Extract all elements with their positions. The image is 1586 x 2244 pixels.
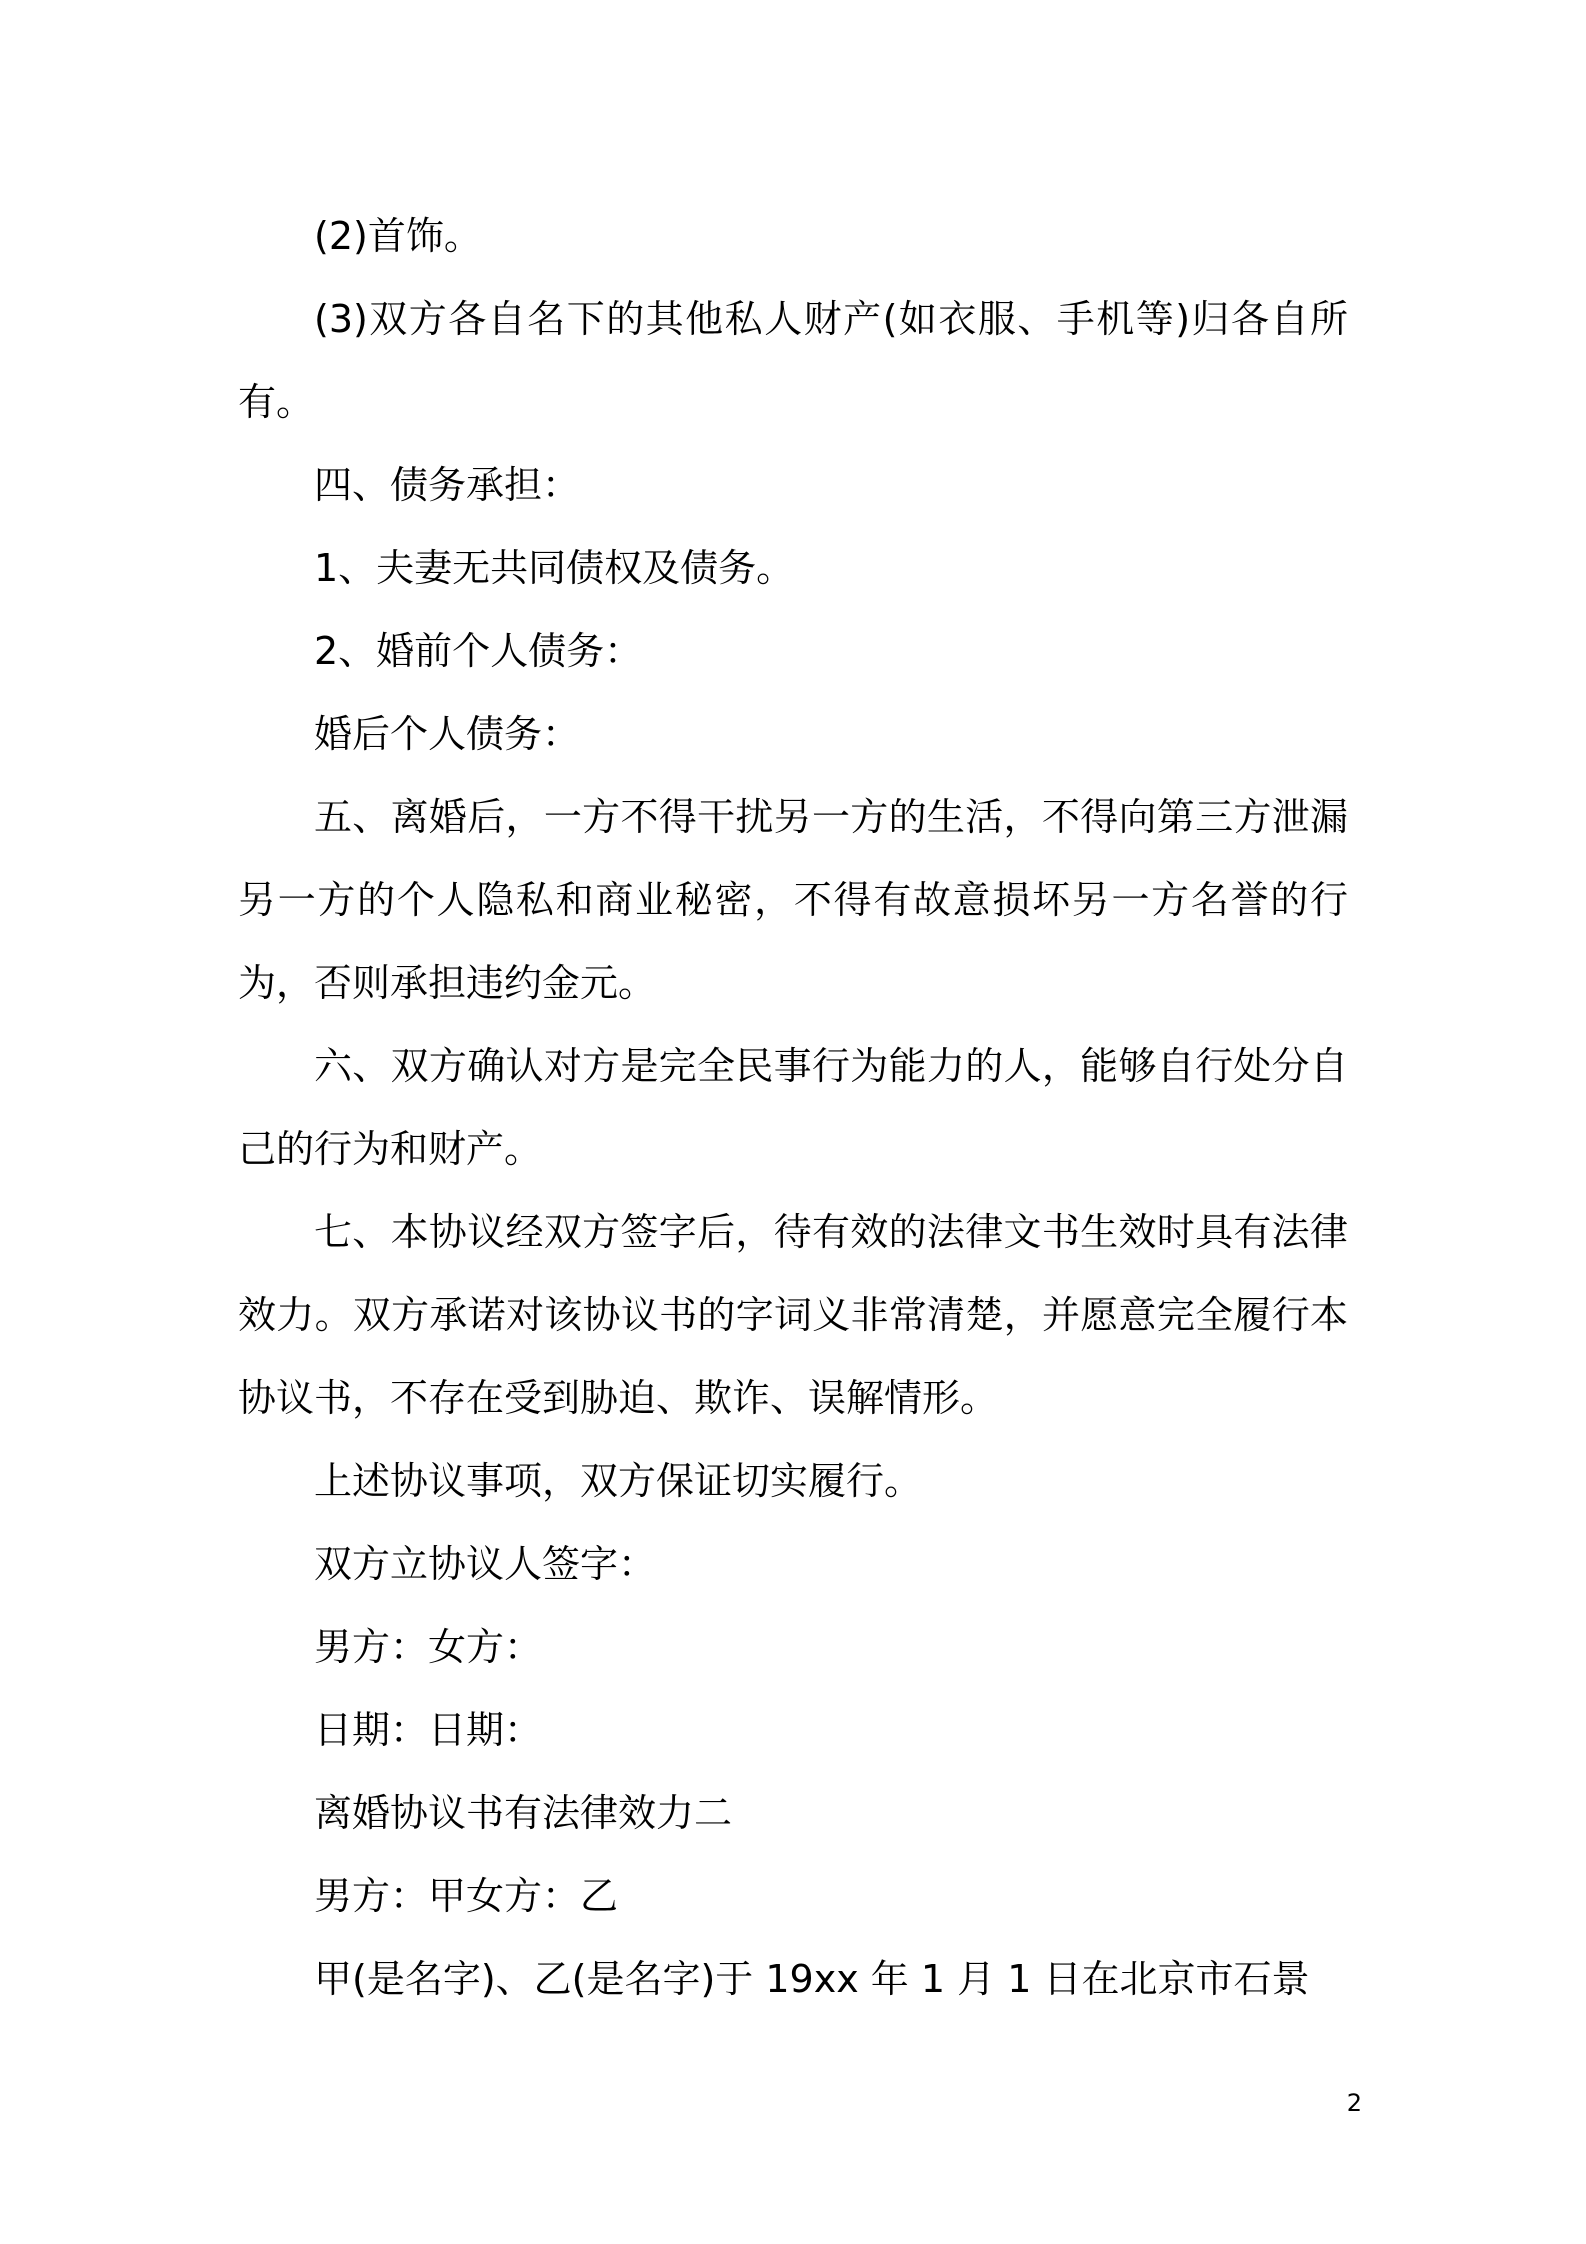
paragraph-no-joint-debt: 1、夫妻无共同债权及债务。 — [314, 546, 795, 590]
signature-parties: 男方：女方： — [314, 1625, 543, 1669]
paragraph-effectiveness-clause: 七、本协议经双方签字后，待有效的法律文书生效时具有法律效力。双方承诺对该协议书的字词义非常清楚，并愿意完全履行本协议书，不存在受到胁迫、欺诈、误解情形。 — [238, 1210, 1348, 1420]
signature-dates: 日期：日期： — [314, 1708, 543, 1752]
paragraph-privacy-clause: 五、离婚后，一方不得干扰另一方的生活，不得向第三方泄漏另一方的个人隐私和商业秘密，不得有故意损坏另一方名誉的行为，否则承担违约金元。 — [238, 795, 1348, 1005]
paragraph-jewelry: (2)首饰。 — [314, 214, 482, 258]
signature-heading: 双方立协议人签字： — [314, 1542, 657, 1586]
page-number: 2 — [1346, 2089, 1362, 2117]
paragraph-private-property: (3)双方各自名下的其他私人财产(如衣服、手机等)归各自所有。 — [238, 297, 1348, 424]
paragraph-capacity-clause: 六、双方确认对方是完全民事行为能力的人，能够自行处分自己的行为和财产。 — [238, 1044, 1348, 1171]
document-body — [238, 195, 1348, 2021]
paragraph-postmarital-debt: 婚后个人债务： — [314, 712, 581, 756]
section-heading-debt: 四、债务承担： — [314, 463, 581, 507]
second-document-title: 离婚协议书有法律效力二 — [314, 1791, 733, 1835]
second-document-intro: 甲(是名字)、乙(是名字)于 19xx 年 1 月 1 日在北京市石景 — [314, 1957, 1310, 2001]
second-document-parties: 男方：甲女方：乙 — [314, 1874, 619, 1918]
paragraph-premarital-debt: 2、婚前个人债务： — [314, 629, 643, 673]
paragraph-performance-guarantee: 上述协议事项，双方保证切实履行。 — [314, 1459, 923, 1503]
